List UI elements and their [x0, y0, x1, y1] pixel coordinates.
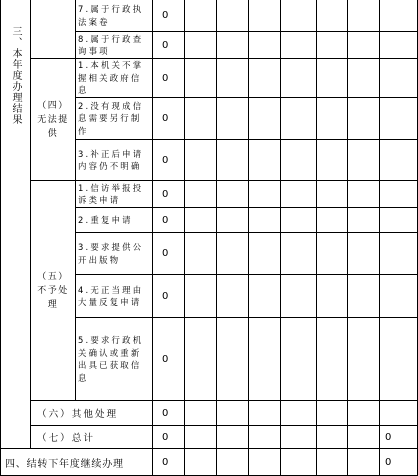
- row-item-label: 2.重复申请: [78, 214, 133, 225]
- carryover-last-value: 0: [385, 456, 392, 468]
- row-item-label: 7.属于行政执法案卷: [78, 4, 144, 27]
- other-label: （六）其他处理: [37, 409, 119, 420]
- group-4-label: [31, 59, 75, 180]
- row-value: 0: [162, 290, 169, 302]
- total-value: 0: [162, 431, 169, 443]
- group-5-label: [31, 181, 75, 400]
- row-item-label: 3.要求提供公开出版物: [78, 242, 144, 265]
- row-item-label: 1.本机关不掌握相关政府信息: [78, 60, 144, 96]
- row-item-label: 3.补正后申请内容仍不明确: [78, 148, 144, 171]
- group-4-label-text: （四）无法提供: [37, 100, 69, 139]
- row-value: 0: [162, 39, 169, 51]
- other-value: 0: [162, 407, 169, 419]
- row-value: 0: [162, 214, 169, 226]
- carryover-label: 四、结转下年度继续办理: [5, 458, 124, 470]
- group-5-label-text: （五）不予处理: [37, 271, 69, 310]
- row-value: 0: [162, 248, 169, 259]
- row-item-label: 8.属于行政查询事项: [78, 33, 144, 56]
- row-value: 0: [162, 353, 169, 365]
- row-item-label: 4.无正当理由大量反复申请: [78, 284, 144, 307]
- section-title: [1, 0, 30, 150]
- row-item-label: 2.没有现成信息需要另行制作: [78, 100, 144, 136]
- row-item-label: 1.信访举报投诉类申请: [78, 182, 144, 205]
- row-value: 0: [162, 188, 169, 200]
- section-title-text: 三、本年度办理结果: [10, 25, 21, 125]
- row-value: 0: [162, 154, 169, 166]
- row-value: 0: [162, 113, 169, 124]
- total-label: （七）总计: [37, 433, 95, 444]
- row-value: 0: [162, 72, 169, 84]
- total-last-value: 0: [385, 431, 392, 443]
- row-item-label: 5.要求行政机关确认或重新出具已获取信息: [78, 335, 144, 383]
- carryover-value: 0: [162, 456, 169, 468]
- row-value: 0: [162, 10, 169, 21]
